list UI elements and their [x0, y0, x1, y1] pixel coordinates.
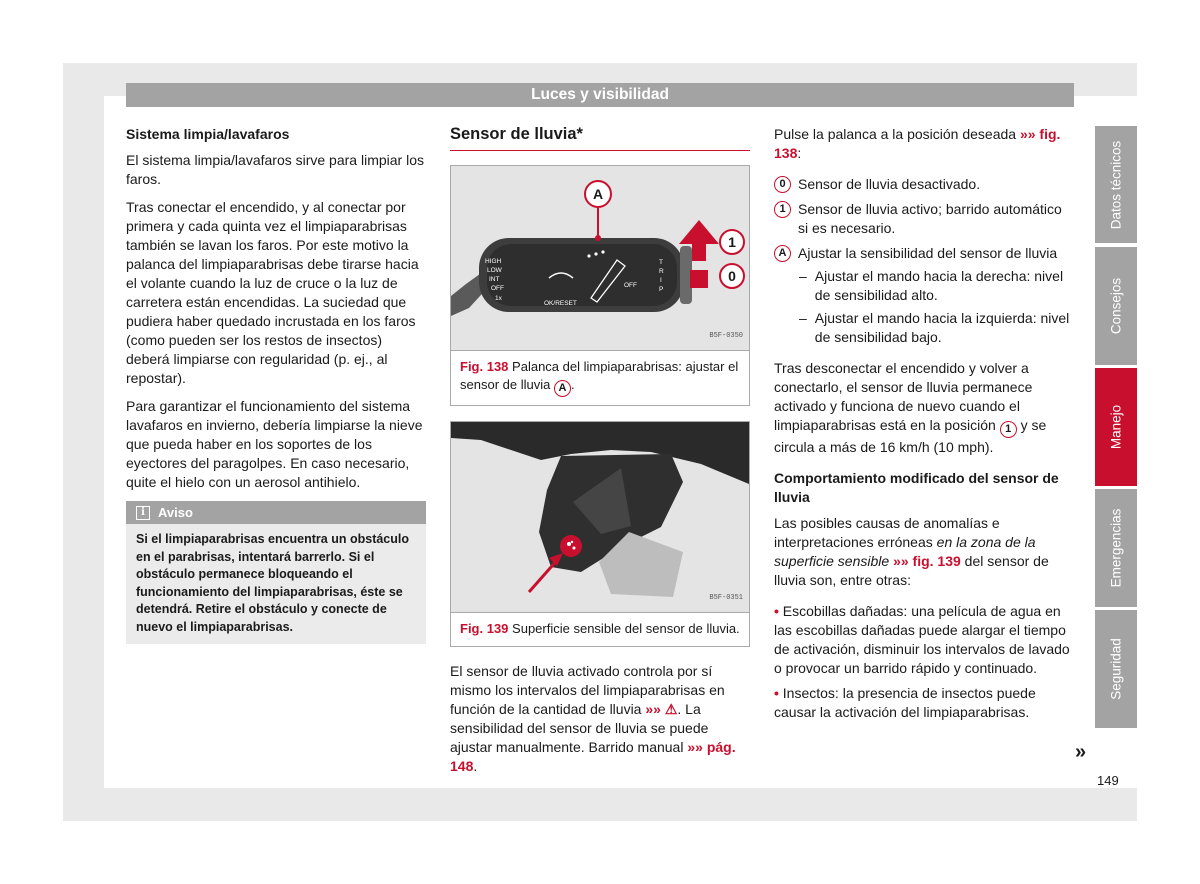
page-number: 149 — [1097, 773, 1119, 788]
cross-ref-arrow: »» — [1019, 126, 1036, 142]
notice-box — [126, 501, 426, 644]
cross-ref-arrow: »» — [645, 701, 661, 717]
notice-text: Si el limpiaparabrisas encuentra un obstáculo en el parabrisas, intentará barrerlo. Si el obstáculo permanece bloqueando el funcionamiento del limpiaparabrisas, éste se detendrá. Retire el obstáculo y conecte de nuevo el limpiaparabrisas. — [136, 532, 409, 634]
wiper-lever-illustration — [451, 166, 749, 350]
caption-text: Palanca del limpiaparabrisas: ajustar el sensor de lluvia — [460, 359, 739, 392]
marker-1: 1 — [1000, 421, 1017, 438]
punctuation: : — [797, 145, 802, 161]
tab-datos-tecnicos[interactable] — [1095, 126, 1137, 243]
lever-label-low: LOW — [487, 267, 502, 274]
bullet-text: Insectos: la presencia de insectos puede causar la activación del limpiaparabrisas. — [774, 685, 1036, 720]
lever-trip-r: R — [659, 268, 664, 275]
body-text: del sensor de lluvia son, entre otras: — [774, 553, 1049, 588]
lever-label-off-right: OFF — [624, 282, 637, 289]
section-heading: Sistema limpia/lavafaros — [126, 126, 290, 142]
figure-number: Fig. 138 — [460, 359, 509, 374]
figure-ref-link[interactable]: fig. 138 — [774, 126, 1061, 161]
legend-item — [774, 200, 1074, 238]
bullet-symbol: • — [774, 685, 779, 701]
dash-text: Ajustar el mando hacia la izquierda: nivel de sensibilidad bajo. — [814, 310, 1070, 345]
paragraph — [774, 514, 1074, 590]
callout-a: A — [592, 186, 604, 202]
marker-1: 1 — [774, 201, 791, 218]
bullet-text: Escobillas dañadas: una película de agua en las escobillas dañadas puede alargar el tiempo de activación, disminuir los intervalos de lavado o provocar un barrido rápido y continuado. — [774, 603, 1070, 676]
lever-label-high: HIGH — [485, 258, 502, 265]
tab-label: Seguridad — [1108, 638, 1124, 700]
column-left — [126, 125, 426, 644]
legend-text: Ajustar la sensibilidad del sensor de lluvia — [798, 245, 1058, 261]
column-middle — [450, 125, 750, 785]
section-title: Sensor de lluvia* — [450, 125, 750, 151]
page-header: Luces y visibilidad — [126, 83, 1074, 107]
paragraph — [774, 125, 1074, 163]
bullet-symbol: • — [774, 603, 779, 619]
paragraph: Para garantizar el funcionamiento del sistema lavafaros en invierno, debería limpiarse la nieve que pueda haber en los soportes de los eyectores del paragolpes. En caso necesario, quite el hielo con un aerosol antihielo. — [126, 398, 423, 490]
body-text: El sensor de lluvia activado controla por sí mismo los intervalos del limpiaparabrisas en función de la cantidad de lluvia — [450, 663, 725, 717]
bullet-item — [774, 684, 1074, 722]
legend-item — [774, 244, 1074, 263]
lever-label-reset: OK/RESET — [544, 300, 577, 307]
figure-caption: Fig. 138 Palanca del limpiaparabrisas: ajustar el sensor de lluvia A . — [451, 350, 749, 405]
body-text: Pulse la palanca a la posición deseada — [774, 126, 1017, 142]
subsection-heading: Comportamiento modificado del sensor de lluvia — [774, 470, 1059, 505]
tab-label: Emergencias — [1108, 508, 1124, 588]
body-text: Las posibles causas de anomalías e interpretaciones erróneas — [774, 515, 1000, 550]
wiper-lever-svg — [451, 166, 749, 350]
cross-ref-arrow: »» — [893, 553, 909, 569]
paragraph: Tras conectar el encendido, y al conectar por primera y cada quinta vez el limpiaparabrisas también se lavan los faros. Por este motivo la palanca del limpiaparabrisas debe tirarse hacia el volante cuando la luz de cruce o la luz de carretera están encendidas. La suciedad que pudiera haber quedado incrustada en los faros (como pueden ser los restos de insectos) deberá limpiarse con regularidad (p. ej., al repostar). — [126, 199, 419, 386]
figure-code: B5F-0351 — [709, 594, 743, 602]
figure-caption — [451, 612, 749, 646]
lever-label-off: OFF — [491, 285, 504, 292]
dash-item — [774, 309, 1074, 347]
body-text-italic: en la zona de la superficie sensible — [774, 534, 1036, 569]
tab-label: Datos técnicos — [1108, 140, 1124, 229]
lever-trip-t: T — [659, 259, 663, 266]
dash-symbol: – — [799, 268, 807, 284]
tab-label: Consejos — [1108, 277, 1124, 335]
legend-item — [774, 175, 1074, 194]
body-text: Tras desconectar el encendido y volver a conectarlo, el sensor de lluvia permanece activado y funciona de nuevo cuando el limpiaparabrisas está en la posición — [774, 360, 1033, 433]
lever-label-1x: 1x — [495, 295, 502, 302]
dash-symbol: – — [799, 310, 807, 326]
warning-icon[interactable]: ⚠ — [664, 701, 678, 717]
paragraph: El sistema limpia/lavafaros sirve para limpiar los faros. — [126, 152, 424, 187]
marker-a: A — [554, 380, 571, 397]
info-icon: i — [136, 506, 150, 520]
callout-1: 1 — [728, 234, 736, 250]
figure-code: B5F-0350 — [709, 332, 743, 340]
tab-consejos[interactable] — [1095, 247, 1137, 365]
bullet-item — [774, 602, 1074, 678]
punctuation: . — [473, 758, 478, 774]
figure-number: Fig. 139 — [460, 621, 509, 636]
column-right — [774, 125, 1074, 728]
tab-seguridad[interactable] — [1095, 610, 1137, 728]
caption-text: Superficie sensible del sensor de lluvia. — [512, 621, 740, 636]
callout-0: 0 — [728, 268, 736, 284]
tab-label: Manejo — [1108, 404, 1124, 450]
body-text: . La sensibilidad del sensor de lluvia se puede ajustar manualmente. Barrido manual — [450, 701, 709, 755]
dash-text: Ajustar el mando hacia la derecha: nivel de sensibilidad alto. — [814, 268, 1064, 303]
paragraph — [774, 359, 1074, 457]
lever-trip-p: P — [659, 286, 664, 293]
legend-text: Sensor de lluvia desactivado. — [798, 176, 981, 192]
notice-header — [126, 501, 426, 524]
marker-0: 0 — [774, 176, 791, 193]
tab-manejo[interactable] — [1095, 368, 1137, 486]
rain-sensor-illustration — [451, 422, 749, 612]
dash-item — [774, 267, 1074, 305]
page-ref-link[interactable]: pág. 148 — [450, 739, 736, 774]
rain-sensor-svg — [451, 422, 749, 612]
lever-trip-i: I — [660, 277, 662, 284]
paragraph — [450, 662, 750, 776]
figure-138 — [450, 165, 750, 406]
notice-title: Aviso — [158, 505, 193, 520]
cross-ref-arrow: »» — [687, 739, 703, 755]
legend-text: Sensor de lluvia activo; barrido automático si es necesario. — [798, 201, 1062, 236]
figure-139 — [450, 421, 750, 647]
body-text: y se circula a más de 16 km/h (10 mph). — [774, 417, 1047, 455]
figure-ref-link[interactable]: fig. 139 — [912, 553, 961, 569]
lever-label-int: INT — [489, 276, 500, 283]
marker-a: A — [774, 245, 791, 262]
tab-emergencias[interactable] — [1095, 489, 1137, 607]
continue-marker: » — [1075, 741, 1087, 763]
